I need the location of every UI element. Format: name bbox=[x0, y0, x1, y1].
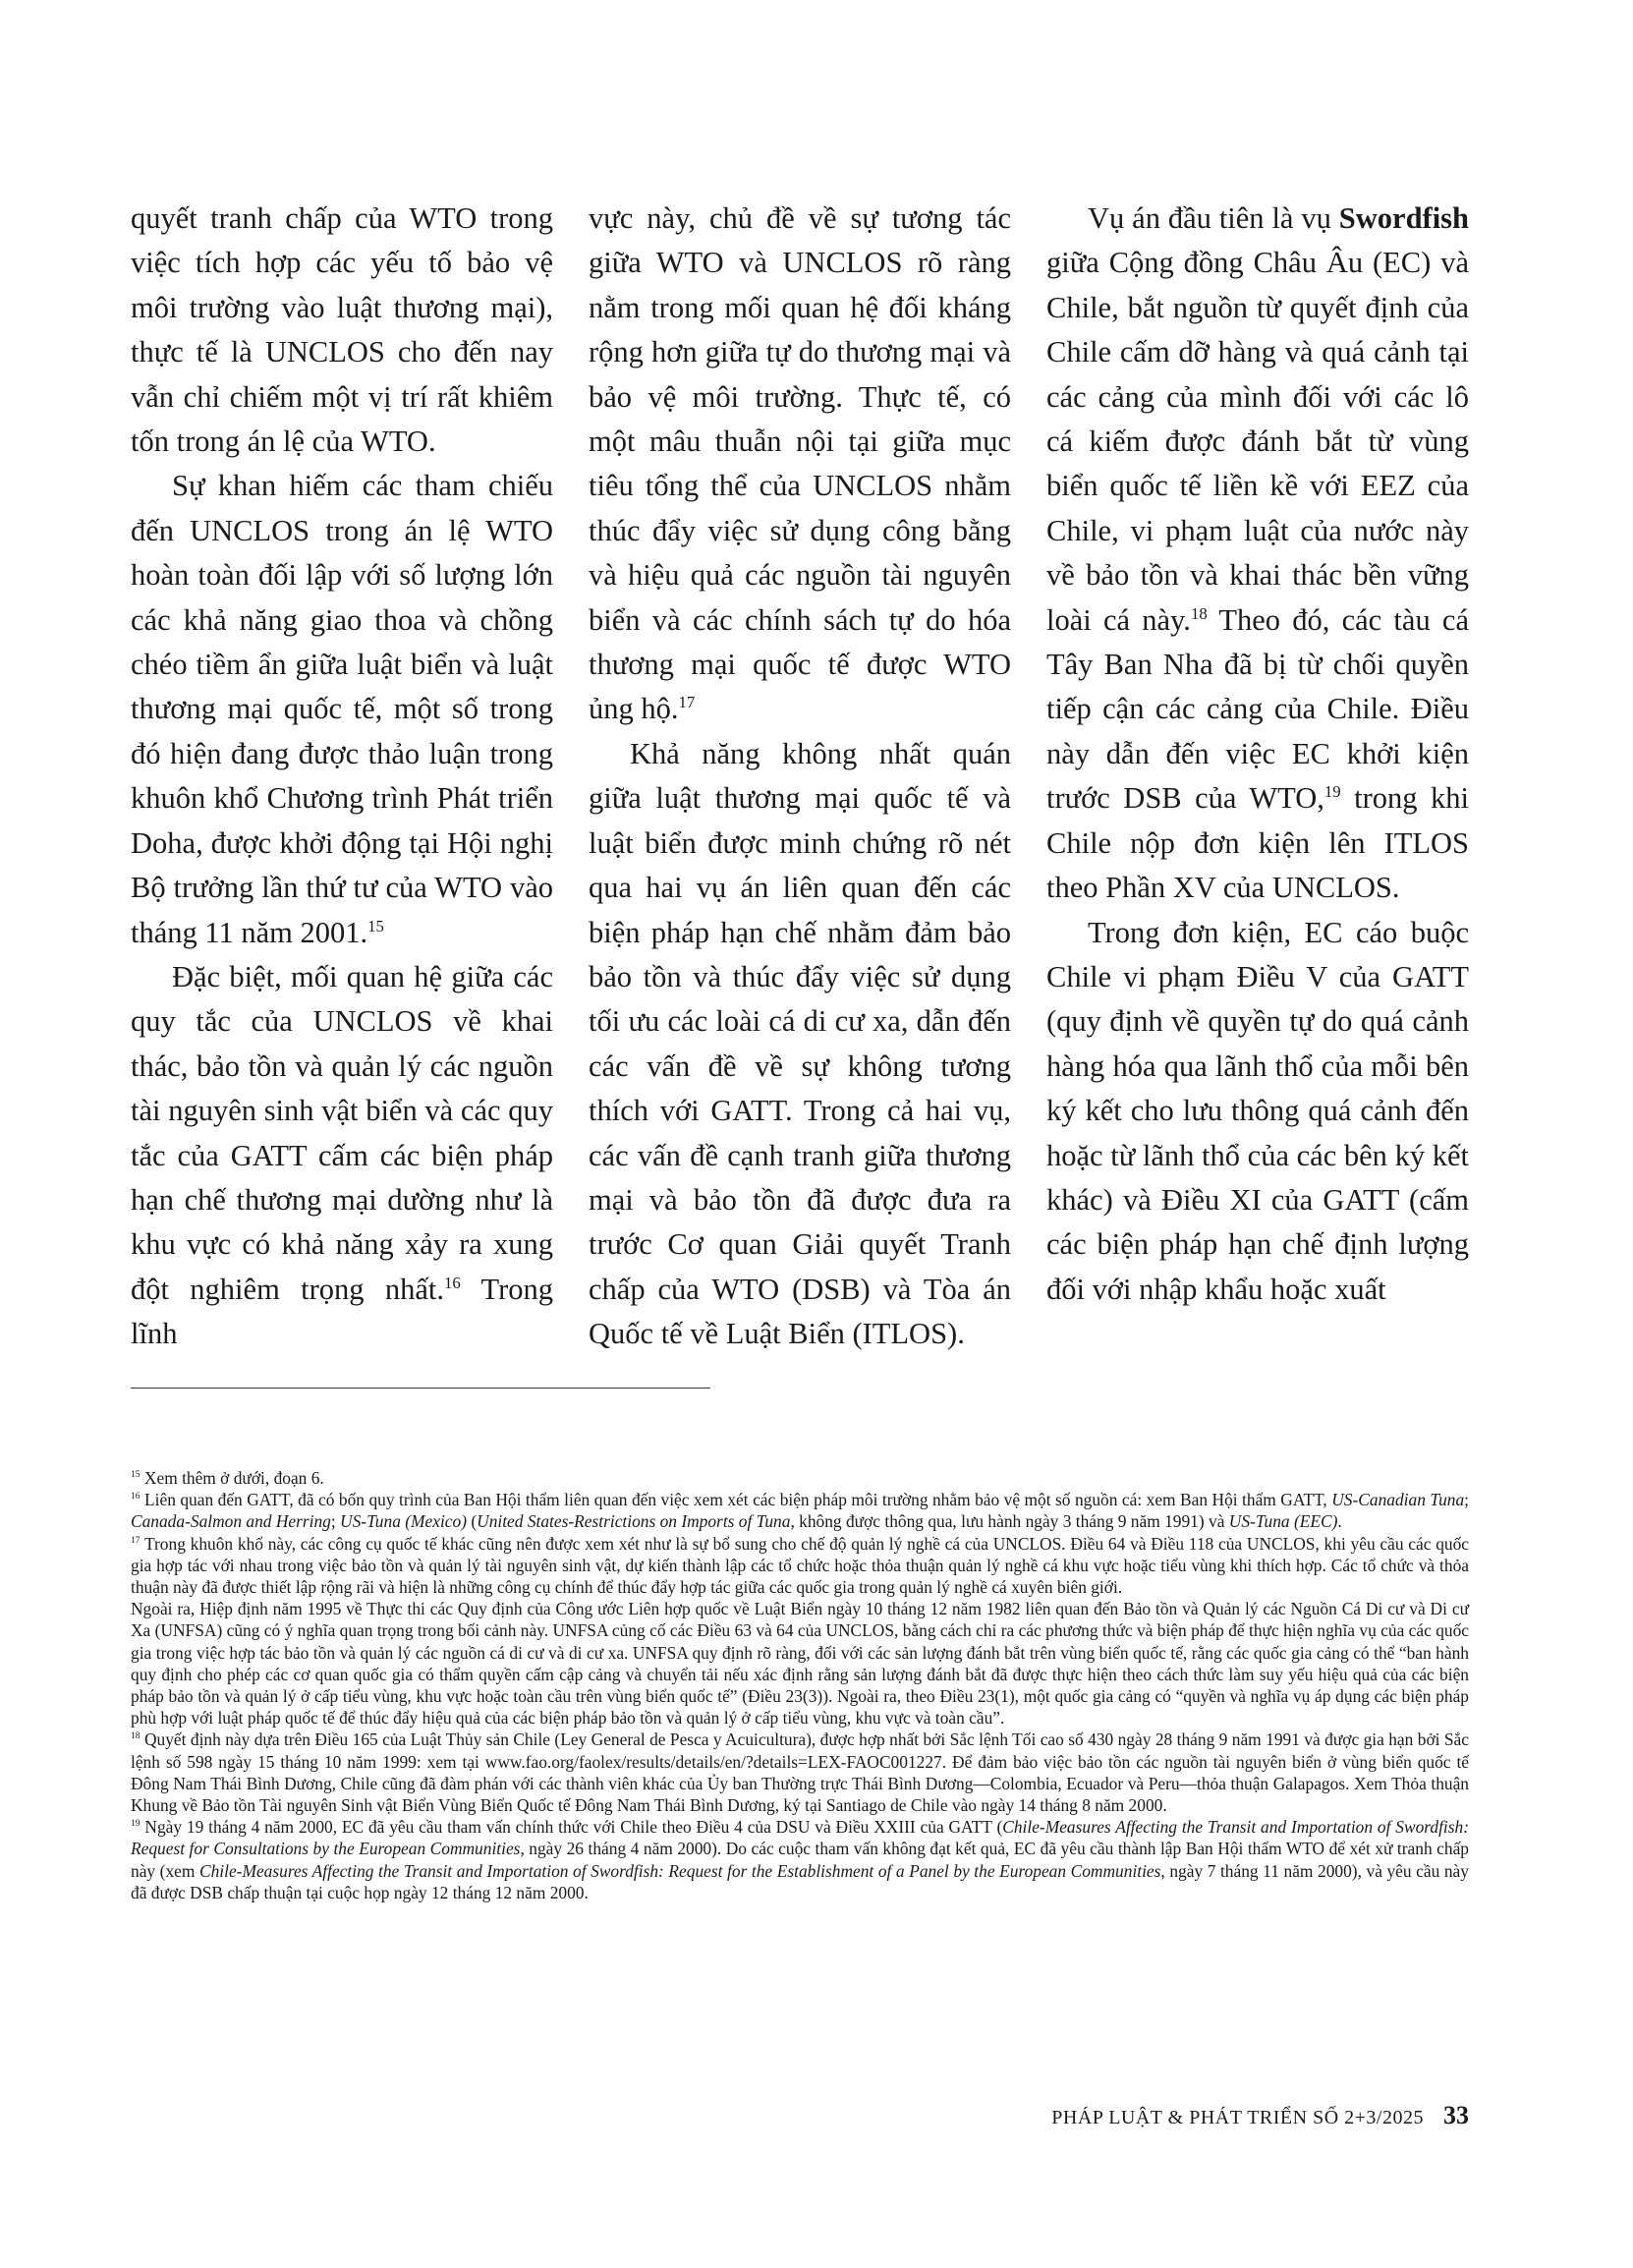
paragraph: quyết tranh chấp của WTO trong việc tích hợp các yếu tố bảo vệ môi trường vào luật thương mại), thực tế là UNCLOS cho đến nay vẫn chỉ chiếm một vị trí rất khiêm tốn trong án lệ của WTO. bbox=[131, 201, 553, 459]
body-columns bbox=[131, 197, 1469, 1351]
paragraph: Sự khan hiếm các tham chiếu đến UNCLOS trong án lệ WTO hoàn toàn đối lập với số lượng lớn các khả năng giao thoa và chồng chéo tiềm ẩn giữa luật biển và luật thương mại quốc tế, một số trong đó hiện đang được thảo luận trong khuôn khổ Chương trình Phát triển Doha, được khởi động tại Hội nghị Bộ trưởng lần thứ tư của WTO vào tháng 11 năm 2001.15 bbox=[131, 469, 553, 949]
footnote-17-continued: Ngoài ra, Hiệp định năm 1995 về Thực thi các Quy định của Công ước Liên hợp quốc về Luật Biển ngày 10 tháng 12 năm 1982 liên quan đến Bảo tồn và Quản lý các Nguồn Cá Di cư và Di cư Xa (UNFSA) cũng có ý nghĩa quan trọng trong bối cảnh này. UNFSA củng cố các Điều 63 và 64 của UNCLOS, bằng cách chỉ ra các phương thức và biện pháp để thực hiện nghĩa vụ của các quốc gia trong việc hợp tác bảo tồn và quản lý các nguồn cá di cư và di cư xa. UNFSA quy định rõ ràng, đối với các sản lượng đánh bắt trên vùng biển quốc tế, rằng các quốc gia cảng có thể “ban hành quy định cho phép các cơ quan quốc gia có thẩm quyền cấm cập cảng và chuyển tải nếu xác định rằng sản lượng đánh bắt đã được thực hiện theo cách thức làm suy yếu hiệu quả của các biện pháp bảo tồn và quản lý ở cấp tiểu vùng, khu vực hoặc toàn cầu trên vùng biển quốc tế” (Điều 23(3)). Ngoài ra, theo Điều 23(1), một quốc gia cảng có “quyền và nghĩa vụ áp dụng các biện pháp phù hợp với luật pháp quốc tế để thúc đẩy hiệu quả của các biện pháp bảo tồn và quản lý ở cấp tiểu vùng, khu vực và toàn cầu”. bbox=[131, 1599, 1469, 1729]
paragraph: vực này, chủ đề về sự tương tác giữa WTO và UNCLOS rõ ràng nằm trong mối quan hệ đối kháng rộng hơn giữa tự do thương mại và bảo vệ môi trường. Thực tế, có một mâu thuẫn nội tại giữa mục tiêu tổng thể của UNCLOS nhằm thúc đẩy việc sử dụng công bằng và hiệu quả các nguồn tài nguyên biển và các chính sách tự do hóa thương mại quốc tế được WTO ủng hộ.$^{17}$ bbox=[589, 201, 1011, 726]
footnote-ref[interactable]: 17 bbox=[678, 693, 696, 712]
column-middle bbox=[589, 197, 1011, 1351]
journal-name: PHÁP LUẬT & PHÁT TRIỂN SỐ 2+3/2025 bbox=[1051, 2107, 1424, 2128]
paragraph: Trong đơn kiện, EC cáo buộc Chile vi phạm Điều V của GATT (quy định về quyền tự do quá cảnh hàng hóa qua lãnh thổ của mỗi bên ký kết cho lưu thông quá cảnh đến hoặc từ lãnh thổ của các bên ký kết khác) và Điều XI của GATT (cấm các biện pháp hạn chế định lượng đối với nhập khẩu hoặc xuất bbox=[1046, 915, 1469, 1306]
footnote-18: $^{18}$ Quyết định này dựa trên Điều 165 của Luật Thủy sản Chile (Ley General de Pesca y Acuicultura), được hợp nhất bởi Sắc lệnh Tối cao số 430 ngày 28 tháng 9 năm 1991 và được gia hạn bởi Sắc lệnh số 598 ngày 15 tháng 10 năm 1999: xem tại www.fao.org/faolex/results/details/en/?details=LEX-FAOC001227. Để đảm bảo việc bảo tồn các nguồn tài nguyên biển ở vùng biển quốc tế Đông Nam Thái Bình Dương, Chile cũng đã đàm phán với các thành viên khác của Ủy ban Thường trực Thái Bình Dương—Colombia, Ecuador và Peru—thỏa thuận Galapagos. Xem Thỏa thuận Khung về Bảo tồn Tài nguyên Sinh vật Biển Vùng Biển Quốc tế Đông Nam Thái Bình Dương, ký tại Santiago de Chile vào ngày 14 tháng 8 năm 2000. bbox=[131, 1729, 1469, 1816]
footnote-16: $^{16}$ Liên quan đến GATT, đã có bốn quy trình của Ban Hội thẩm liên quan đến việc xem xét các biện pháp môi trường nhằm bảo vệ một số nguồn cá: xem Ban Hội thẩm GATT, US-Canadian Tuna; Canada-Salmon and Herring; US-Tuna (Mexico) (United States-Restrictions on Imports of Tuna, không được thông qua, lưu hành ngày 3 tháng 9 năm 1991) và US-Tuna (EEC). bbox=[131, 1490, 1470, 1532]
paragraph: Đặc biệt, mối quan hệ giữa các quy tắc của UNCLOS về khai thác, bảo tồn và quản lý các nguồn tài nguyên sinh vật biển và các quy tắc của GATT cấm các biện pháp hạn chế thương mại dường như là khu vực có khả năng xảy ra xung đột nghiêm trọng nhất.$^{16}$ Trong lĩnh bbox=[131, 959, 553, 1351]
footnote-19: $^{19}$ Ngày 19 tháng 4 năm 2000, EC đã yêu cầu tham vấn chính thức với Chile theo Điều 4 của DSU và Điều XXIII của GATT (Chile-Measures Affecting the Transit and Importation of Swordfish: Request for Consultations by the European Communities, ngày 26 tháng 4 năm 2000). Do các cuộc tham vấn không đạt kết quả, EC đã yêu cầu thành lập Ban Hội thẩm WTO để xét xử tranh chấp này (xem Chile-Measures Affecting the Transit and Importation of Swordfish: Request for the Establishment of a Panel by the European Communities, ngày 7 tháng 11 năm 2000), và yêu cầu này đã được DSB chấp thuận tại cuộc họp ngày 12 tháng 12 năm 2000. bbox=[131, 1817, 1470, 1902]
case-name: Swordfish bbox=[1338, 201, 1469, 235]
column-left bbox=[131, 197, 553, 1351]
paragraph: Khả năng không nhất quán giữa luật thương mại quốc tế và luật biển được minh chứng rõ nét qua hai vụ án liên quan đến các biện pháp hạn chế nhằm đảm bảo bảo tồn và thúc đẩy việc sử dụng tối ưu các loài cá di cư xa, dẫn đến các vấn đề về sự không tương thích với GATT. Trong cả hai vụ, các vấn đề cạnh tranh giữa thương mại và bảo tồn đã được đưa ra trước Cơ quan Giải quyết Tranh chấp của WTO (DSB) và Tòa án Quốc tế về Luật Biển (ITLOS). bbox=[589, 736, 1011, 1351]
footnote-15: $^{15}$ Xem thêm ở dưới, đoạn 6. bbox=[131, 1468, 324, 1488]
footnote-ref[interactable]: 19 bbox=[1323, 782, 1341, 802]
footnote-ref[interactable]: 15 bbox=[367, 916, 384, 936]
footnote-divider bbox=[131, 1388, 710, 1389]
page-footer bbox=[1014, 2101, 1469, 2132]
page-number: 33 bbox=[1443, 2101, 1469, 2129]
footnotes bbox=[131, 1467, 1469, 1903]
footnote-ref[interactable]: 18 bbox=[1190, 603, 1208, 623]
column-right bbox=[1046, 197, 1469, 1307]
footnote-17: $^{17}$ Trong khuôn khổ này, các công cụ quốc tế khác cũng nên được xem xét như là sự bổ sung cho chế độ quản lý nghề cá của UNCLOS. Điều 64 và Điều 118 của UNCLOS, khi yêu cầu các quốc gia hợp tác với nhau trong việc bảo tồn và quản lý tài nguyên sinh vật, dự kiến thành lập các tổ chức hoặc thỏa thuận quản lý nghề cá khu vực hoặc tiểu vùng khi thích hợp. Các tổ chức và thỏa thuận này đã được thiết lập rộng rãi và hiện là những công cụ chính để thúc đẩy hợp tác giữa các quốc gia trong quản lý nghề cá xuyên biên giới. bbox=[131, 1533, 1469, 1598]
paragraph: Vụ án đầu tiên là vụ Swordfish giữa Cộng đồng Châu Âu (EC) và Chile, bắt nguồn từ quyết định của Chile cấm dỡ hàng và quá cảnh tại các cảng của mình đối với các lô cá kiếm được đánh bắt từ vùng biển quốc tế liền kề với EEZ của Chile, vi phạm luật của nước này về bảo tồn và khai thác bền vững loài cá này.$^{18}$ Theo đó, các tàu cá Tây Ban Nha đã bị từ chối quyền tiếp cận các cảng của Chile. Điều này dẫn đến việc EC khởi kiện trước DSB của WTO,$^{19}$ trong khi Chile nộp đơn kiện lên ITLOS theo Phần XV của UNCLOS. bbox=[1046, 201, 1469, 905]
footnote-ref[interactable]: 16 bbox=[443, 1273, 461, 1292]
